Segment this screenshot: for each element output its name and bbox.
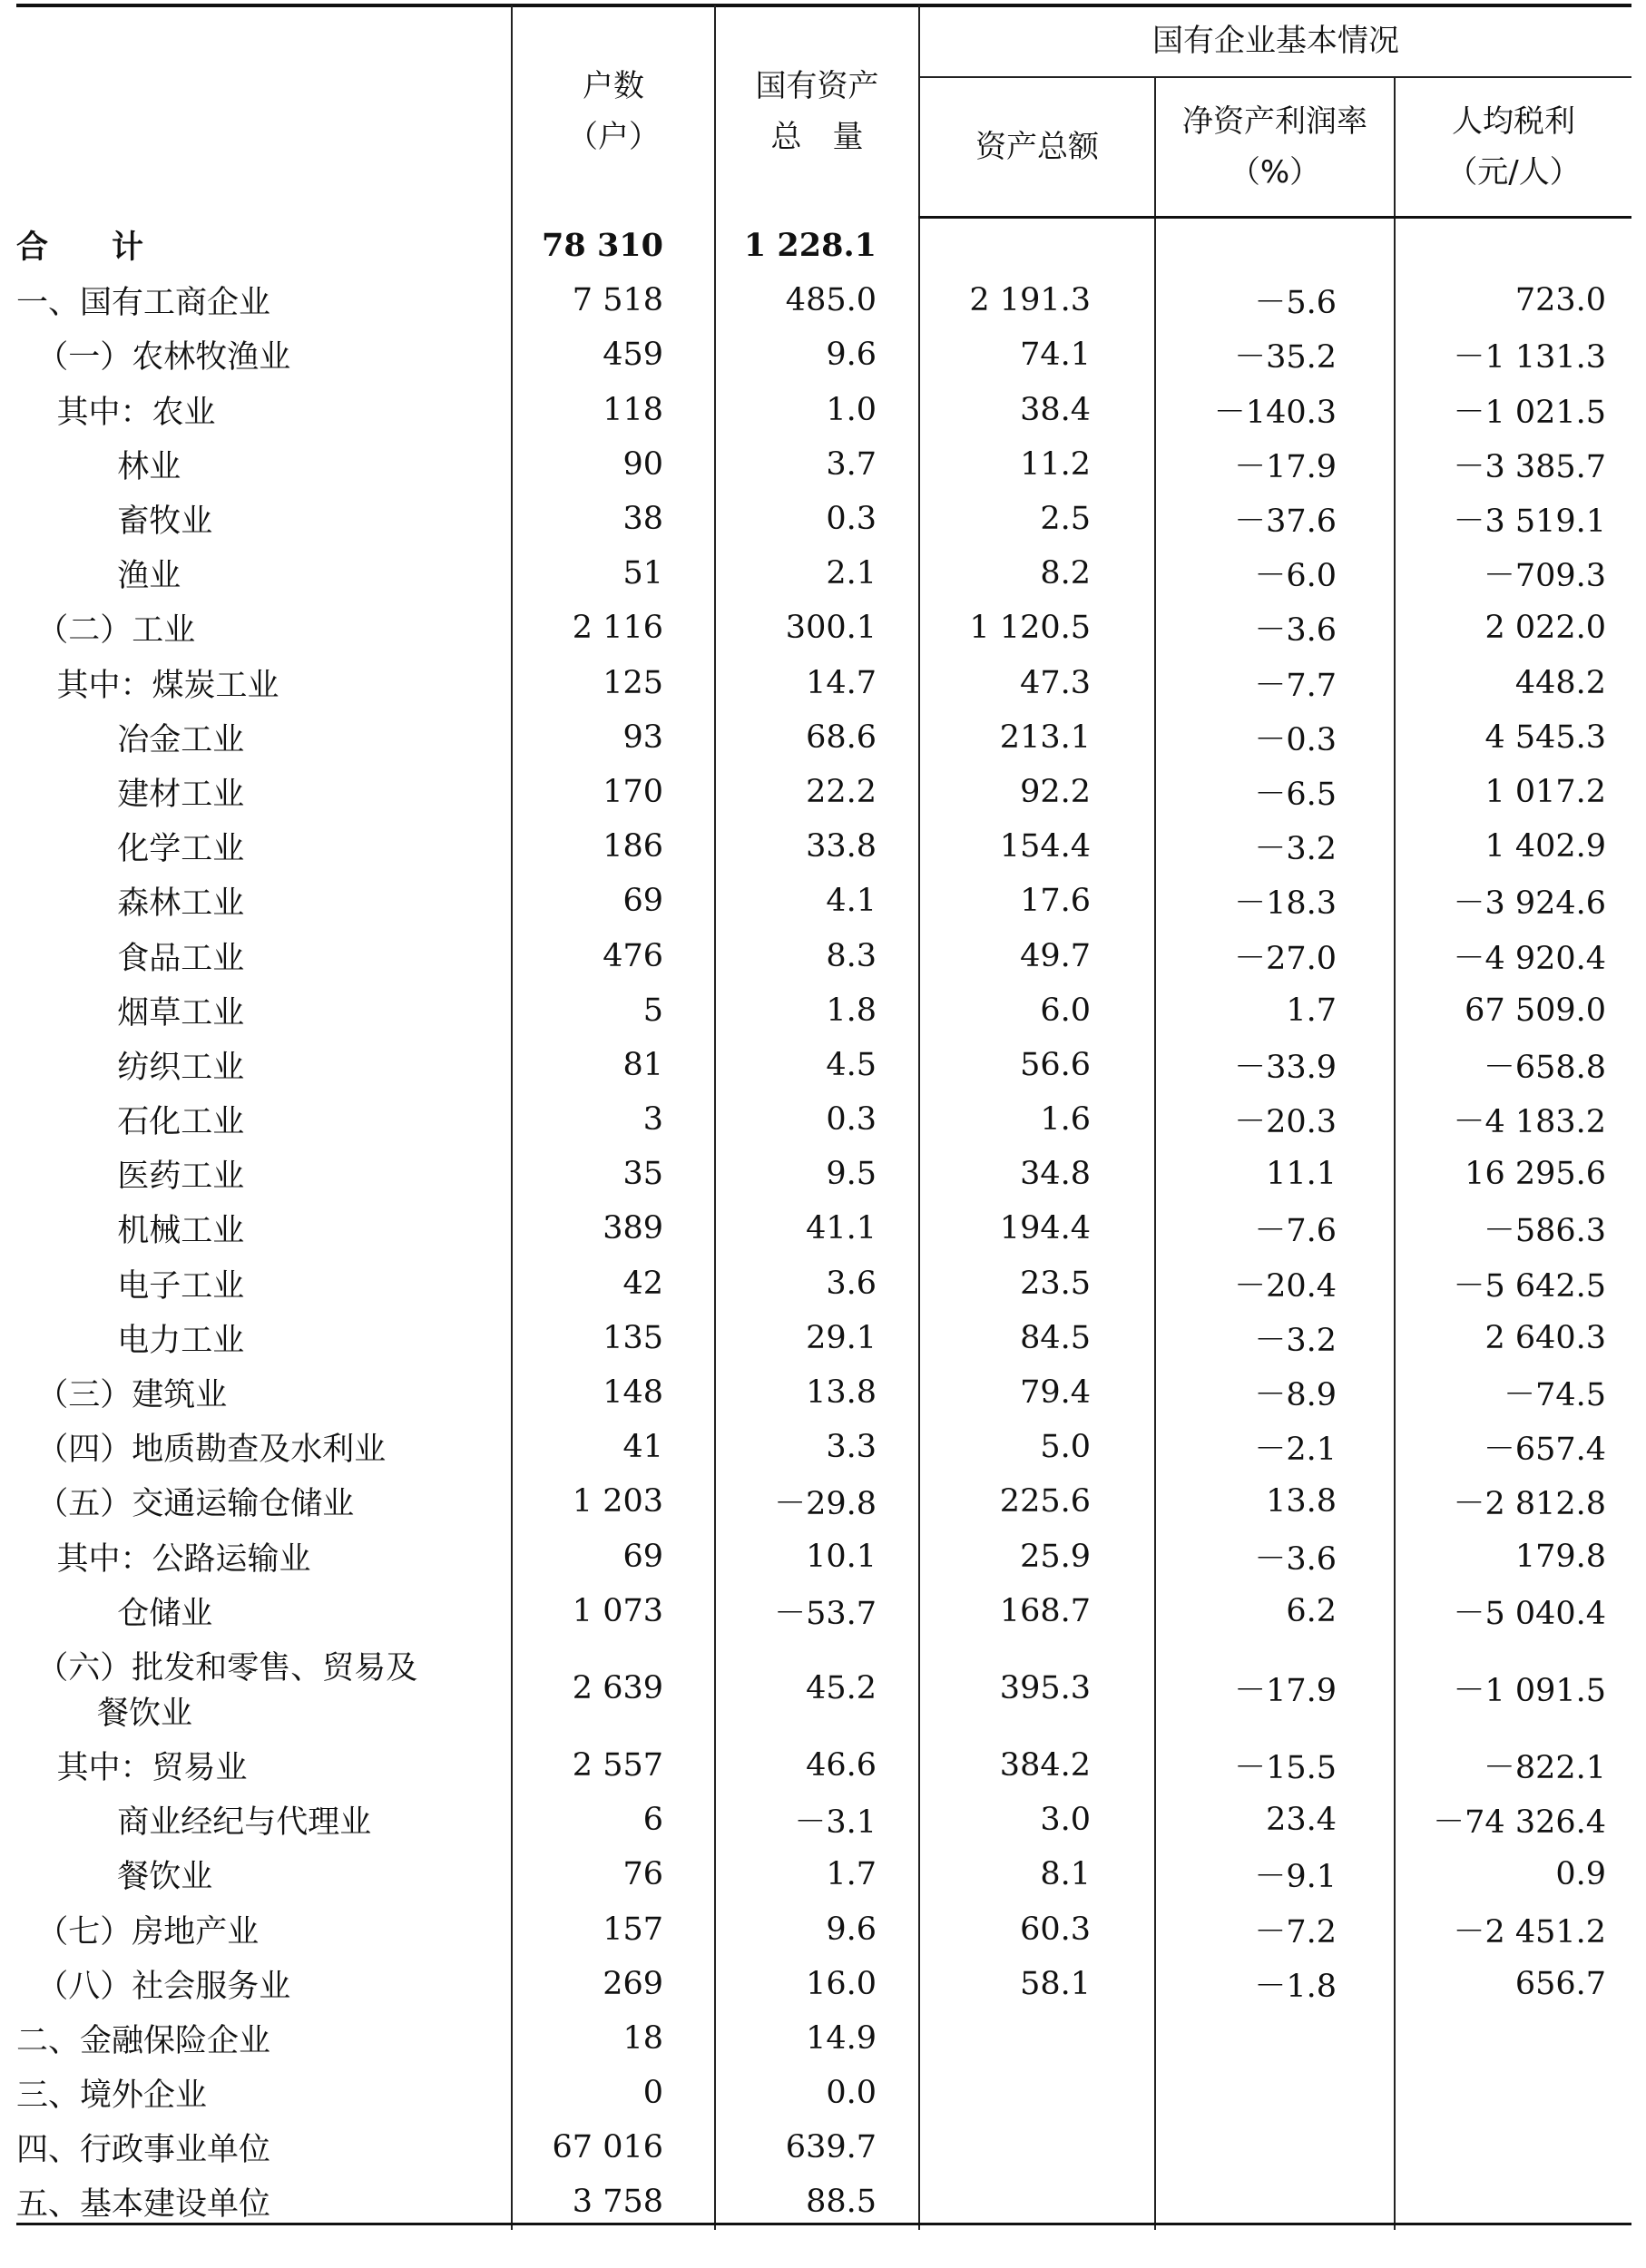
cell-households: 35 — [512, 1147, 715, 1201]
cell-tax: 4 545.3 — [1395, 710, 1631, 765]
table-header — [16, 5, 1631, 218]
cell-tax: －5 642.5 — [1395, 1256, 1631, 1311]
cell-total-assets: 225.6 — [919, 1474, 1155, 1529]
table-row — [16, 383, 1631, 437]
cell-total-assets: 58.1 — [919, 1957, 1155, 2011]
header-households-line1: 户数 — [583, 67, 644, 104]
table-row — [16, 765, 1631, 819]
table-row — [16, 1793, 1631, 1847]
table-row — [16, 1365, 1631, 1420]
cell-roe: 13.8 — [1155, 1474, 1395, 1529]
cell-households: 389 — [512, 1201, 715, 1256]
row-label: 餐饮业 — [16, 1859, 213, 1896]
cell-roe: －1.8 — [1155, 1957, 1395, 2011]
cell-tax: 1 017.2 — [1395, 765, 1631, 819]
cell-total-assets: 92.2 — [919, 765, 1155, 819]
cell-households: 93 — [512, 710, 715, 765]
cell-households: 2 116 — [512, 601, 715, 655]
header-tax — [1395, 77, 1631, 218]
cell-state-assets: 0.3 — [715, 1092, 919, 1147]
cell-roe: －18.3 — [1155, 874, 1395, 928]
cell-state-assets: 0.0 — [715, 2066, 919, 2120]
cell-roe — [1155, 2120, 1395, 2175]
cell-roe: －7.7 — [1155, 656, 1395, 710]
cell-tax: 723.0 — [1395, 273, 1631, 327]
cell-tax: －1 091.5 — [1395, 1638, 1631, 1738]
row-label: 合 计 — [16, 230, 144, 267]
cell-households: 78 310 — [512, 218, 715, 274]
cell-state-assets: 1.7 — [715, 1847, 919, 1901]
cell-roe: －5.6 — [1155, 273, 1395, 327]
table-row — [16, 656, 1631, 710]
cell-households: 118 — [512, 383, 715, 437]
cell-total-assets: 11.2 — [919, 437, 1155, 492]
row-label: （三）建筑业 — [16, 1377, 228, 1414]
cell-state-assets: 16.0 — [715, 1957, 919, 2011]
cell-tax — [1395, 2175, 1631, 2229]
table-row — [16, 218, 1631, 274]
cell-roe: －3.6 — [1155, 1530, 1395, 1584]
cell-roe: －37.6 — [1155, 492, 1395, 546]
cell-total-assets: 84.5 — [919, 1311, 1155, 1365]
cell-households: 1 203 — [512, 1474, 715, 1529]
cell-roe: －6.5 — [1155, 765, 1395, 819]
cell-total-assets — [919, 2175, 1155, 2229]
table-row — [16, 2066, 1631, 2120]
header-state-assets-line1: 国有资产 — [755, 67, 879, 104]
table-row — [16, 1901, 1631, 1956]
row-label: （一）农林牧渔业 — [16, 339, 291, 376]
cell-roe: －140.3 — [1155, 383, 1395, 437]
cell-roe: －0.3 — [1155, 710, 1395, 765]
cell-total-assets — [919, 2120, 1155, 2175]
table-row — [16, 1957, 1631, 2011]
cell-tax: 2 640.3 — [1395, 1311, 1631, 1365]
row-label: 一、国有工商企业 — [16, 285, 271, 322]
cell-households: 186 — [512, 819, 715, 874]
row-label: 其中：煤炭工业 — [16, 667, 279, 704]
cell-state-assets: 0.3 — [715, 492, 919, 546]
cell-state-assets: 14.9 — [715, 2011, 919, 2066]
cell-state-assets: －53.7 — [715, 1584, 919, 1638]
cell-households: 135 — [512, 1311, 715, 1365]
cell-tax — [1395, 2011, 1631, 2066]
cell-total-assets: 3.0 — [919, 1793, 1155, 1847]
cell-total-assets: 60.3 — [919, 1901, 1155, 1956]
row-label: （六）批发和零售、贸易及 餐饮业 — [36, 1649, 418, 1732]
cell-state-assets: 33.8 — [715, 819, 919, 874]
header-households-line2: （户） — [567, 118, 660, 155]
cell-state-assets: 9.6 — [715, 1901, 919, 1956]
row-label: 电子工业 — [16, 1267, 245, 1305]
cell-tax: －2 812.8 — [1395, 1474, 1631, 1529]
cell-total-assets: 8.2 — [919, 546, 1155, 601]
cell-tax: －657.4 — [1395, 1420, 1631, 1474]
cell-roe: －6.0 — [1155, 546, 1395, 601]
cell-households: 125 — [512, 656, 715, 710]
cell-tax: －1 131.3 — [1395, 327, 1631, 382]
cell-roe: －7.6 — [1155, 1201, 1395, 1256]
cell-households: 69 — [512, 1530, 715, 1584]
header-state-assets — [715, 5, 919, 218]
row-label: 石化工业 — [16, 1104, 245, 1141]
table-row — [16, 1147, 1631, 1201]
cell-households: 42 — [512, 1256, 715, 1311]
cell-total-assets: 47.3 — [919, 656, 1155, 710]
bottom-rule — [16, 2223, 1631, 2225]
row-label: 其中：公路运输业 — [16, 1540, 311, 1578]
cell-total-assets: 2.5 — [919, 492, 1155, 546]
table-row — [16, 1256, 1631, 1311]
cell-total-assets: 25.9 — [919, 1530, 1155, 1584]
row-label: 仓储业 — [16, 1595, 213, 1632]
cell-roe: －2.1 — [1155, 1420, 1395, 1474]
table-row — [16, 546, 1631, 601]
header-roe — [1155, 77, 1395, 218]
cell-total-assets: 384.2 — [919, 1738, 1155, 1793]
cell-total-assets: 74.1 — [919, 327, 1155, 382]
cell-tax: 2 022.0 — [1395, 601, 1631, 655]
cell-tax: －74.5 — [1395, 1365, 1631, 1420]
header-state-assets-line2: 总 量 — [770, 118, 864, 155]
header-tax-line1: 人均税利 — [1452, 103, 1576, 140]
cell-tax: －586.3 — [1395, 1201, 1631, 1256]
table-row — [16, 710, 1631, 765]
cell-roe: 11.1 — [1155, 1147, 1395, 1201]
cell-roe: －9.1 — [1155, 1847, 1395, 1901]
cell-total-assets: 194.4 — [919, 1201, 1155, 1256]
table-row — [16, 1584, 1631, 1638]
table-row — [16, 2175, 1631, 2229]
cell-tax: －822.1 — [1395, 1738, 1631, 1793]
table-row — [16, 1738, 1631, 1793]
table-row — [16, 2120, 1631, 2175]
cell-households: 5 — [512, 983, 715, 1038]
row-label: 三、境外企业 — [16, 2077, 208, 2115]
row-label: （五）交通运输仓储业 — [16, 1486, 355, 1523]
table-row — [16, 983, 1631, 1038]
cell-total-assets: 6.0 — [919, 983, 1155, 1038]
row-label: 纺织工业 — [16, 1049, 245, 1086]
header-roe-line1: 净资产利润率 — [1182, 103, 1367, 140]
cell-roe: －3.2 — [1155, 819, 1395, 874]
cell-state-assets: －29.8 — [715, 1474, 919, 1529]
cell-households: 2 557 — [512, 1738, 715, 1793]
cell-state-assets: 1 228.1 — [715, 218, 919, 274]
header-households — [512, 5, 715, 218]
cell-total-assets: 49.7 — [919, 928, 1155, 982]
cell-households: 67 016 — [512, 2120, 715, 2175]
cell-state-assets: －3.1 — [715, 1793, 919, 1847]
cell-roe: －3.2 — [1155, 1311, 1395, 1365]
table-row — [16, 1530, 1631, 1584]
table-row — [16, 1311, 1631, 1365]
cell-state-assets: 3.6 — [715, 1256, 919, 1311]
cell-total-assets — [919, 2066, 1155, 2120]
cell-total-assets: 168.7 — [919, 1584, 1155, 1638]
cell-state-assets: 22.2 — [715, 765, 919, 819]
cell-state-assets: 3.3 — [715, 1420, 919, 1474]
cell-roe: 23.4 — [1155, 1793, 1395, 1847]
cell-tax: －3 519.1 — [1395, 492, 1631, 546]
cell-roe: －35.2 — [1155, 327, 1395, 382]
table-body — [16, 218, 1631, 2230]
table-row — [16, 1092, 1631, 1147]
row-label: 五、基本建设单位 — [16, 2186, 271, 2224]
cell-households: 76 — [512, 1847, 715, 1901]
cell-roe — [1155, 218, 1395, 274]
cell-households: 38 — [512, 492, 715, 546]
row-label: 商业经纪与代理业 — [16, 1804, 372, 1842]
table-row — [16, 437, 1631, 492]
row-label: 森林工业 — [16, 885, 245, 923]
cell-roe: －3.6 — [1155, 601, 1395, 655]
cell-state-assets: 1.0 — [715, 383, 919, 437]
cell-state-assets: 8.3 — [715, 928, 919, 982]
cell-roe: 6.2 — [1155, 1584, 1395, 1638]
table-row — [16, 928, 1631, 982]
cell-state-assets: 13.8 — [715, 1365, 919, 1420]
cell-state-assets: 2.1 — [715, 546, 919, 601]
cell-tax: 179.8 — [1395, 1530, 1631, 1584]
cell-state-assets: 1.8 — [715, 983, 919, 1038]
cell-total-assets: 2 191.3 — [919, 273, 1155, 327]
cell-state-assets: 485.0 — [715, 273, 919, 327]
cell-total-assets: 154.4 — [919, 819, 1155, 874]
table-row — [16, 874, 1631, 928]
row-label: 其中：贸易业 — [16, 1749, 248, 1786]
row-label: 机械工业 — [16, 1213, 245, 1250]
cell-roe: －27.0 — [1155, 928, 1395, 982]
cell-tax: －709.3 — [1395, 546, 1631, 601]
cell-state-assets: 300.1 — [715, 601, 919, 655]
cell-total-assets: 23.5 — [919, 1256, 1155, 1311]
row-label: 二、金融保险企业 — [16, 2022, 271, 2059]
table-row — [16, 601, 1631, 655]
table-row — [16, 1638, 1631, 1738]
table-row — [16, 1847, 1631, 1901]
cell-roe: －20.4 — [1155, 1256, 1395, 1311]
header-total-assets: 资产总额 — [919, 77, 1155, 218]
row-label: 林业 — [16, 448, 181, 485]
table-row — [16, 1420, 1631, 1474]
cell-roe: －17.9 — [1155, 1638, 1395, 1738]
cell-roe — [1155, 2175, 1395, 2229]
cell-total-assets: 8.1 — [919, 1847, 1155, 1901]
table-row — [16, 819, 1631, 874]
row-label: （七）房地产业 — [16, 1913, 260, 1950]
cell-total-assets: 5.0 — [919, 1420, 1155, 1474]
cell-total-assets: 38.4 — [919, 383, 1155, 437]
header-roe-line2: （%） — [1229, 154, 1321, 191]
cell-roe — [1155, 2011, 1395, 2066]
cell-roe: －15.5 — [1155, 1738, 1395, 1793]
cell-households: 1 073 — [512, 1584, 715, 1638]
cell-state-assets: 29.1 — [715, 1311, 919, 1365]
cell-tax: －4 183.2 — [1395, 1092, 1631, 1147]
cell-total-assets: 1.6 — [919, 1092, 1155, 1147]
cell-total-assets — [919, 2011, 1155, 2066]
cell-tax: －658.8 — [1395, 1038, 1631, 1092]
cell-households: 69 — [512, 874, 715, 928]
cell-households: 157 — [512, 1901, 715, 1956]
cell-roe: －33.9 — [1155, 1038, 1395, 1092]
cell-tax — [1395, 218, 1631, 274]
cell-state-assets: 14.7 — [715, 656, 919, 710]
row-label: 畜牧业 — [16, 503, 213, 541]
cell-tax — [1395, 2120, 1631, 2175]
cell-tax: 67 509.0 — [1395, 983, 1631, 1038]
header-group: 国有企业基本情况 — [919, 5, 1631, 77]
table-row — [16, 273, 1631, 327]
cell-households: 269 — [512, 1957, 715, 2011]
cell-tax: －3 385.7 — [1395, 437, 1631, 492]
cell-tax: 0.9 — [1395, 1847, 1631, 1901]
cell-tax — [1395, 2066, 1631, 2120]
header-tax-line2: （元/人） — [1446, 154, 1581, 191]
cell-tax: 448.2 — [1395, 656, 1631, 710]
cell-households: 2 639 — [512, 1638, 715, 1738]
cell-roe: －20.3 — [1155, 1092, 1395, 1147]
cell-tax: －4 920.4 — [1395, 928, 1631, 982]
cell-households: 0 — [512, 2066, 715, 2120]
cell-households: 3 — [512, 1092, 715, 1147]
cell-total-assets: 17.6 — [919, 874, 1155, 928]
row-label: 冶金工业 — [16, 721, 245, 758]
cell-households: 81 — [512, 1038, 715, 1092]
header-blank — [16, 5, 512, 218]
cell-state-assets: 4.1 — [715, 874, 919, 928]
cell-tax: －3 924.6 — [1395, 874, 1631, 928]
row-label: （四）地质勘查及水利业 — [16, 1432, 387, 1469]
cell-roe: 1.7 — [1155, 983, 1395, 1038]
cell-total-assets — [919, 218, 1155, 274]
cell-households: 51 — [512, 546, 715, 601]
row-label: 电力工业 — [16, 1322, 245, 1359]
cell-total-assets: 1 120.5 — [919, 601, 1155, 655]
row-label: 烟草工业 — [16, 994, 245, 1031]
cell-roe — [1155, 2066, 1395, 2120]
cell-households: 90 — [512, 437, 715, 492]
row-label: 化学工业 — [16, 831, 245, 868]
cell-total-assets: 79.4 — [919, 1365, 1155, 1420]
cell-state-assets: 10.1 — [715, 1530, 919, 1584]
row-label: 其中：农业 — [16, 394, 216, 431]
cell-tax: －1 021.5 — [1395, 383, 1631, 437]
state-assets-table — [16, 5, 1631, 2230]
cell-state-assets: 88.5 — [715, 2175, 919, 2229]
cell-households: 170 — [512, 765, 715, 819]
cell-households: 3 758 — [512, 2175, 715, 2229]
cell-state-assets: 639.7 — [715, 2120, 919, 2175]
table-row — [16, 327, 1631, 382]
cell-tax: 16 295.6 — [1395, 1147, 1631, 1201]
cell-roe: －7.2 — [1155, 1901, 1395, 1956]
row-label: 建材工业 — [16, 776, 245, 813]
cell-total-assets: 213.1 — [919, 710, 1155, 765]
cell-tax: －5 040.4 — [1395, 1584, 1631, 1638]
row-label: 食品工业 — [16, 940, 245, 977]
cell-state-assets: 68.6 — [715, 710, 919, 765]
cell-state-assets: 4.5 — [715, 1038, 919, 1092]
cell-households: 6 — [512, 1793, 715, 1847]
cell-state-assets: 3.7 — [715, 437, 919, 492]
table-row — [16, 1038, 1631, 1092]
cell-households: 148 — [512, 1365, 715, 1420]
cell-tax: 656.7 — [1395, 1957, 1631, 2011]
row-label: （八）社会服务业 — [16, 1968, 291, 2005]
cell-state-assets: 9.5 — [715, 1147, 919, 1201]
cell-households: 7 518 — [512, 273, 715, 327]
cell-state-assets: 9.6 — [715, 327, 919, 382]
cell-state-assets: 41.1 — [715, 1201, 919, 1256]
cell-total-assets: 395.3 — [919, 1638, 1155, 1738]
cell-state-assets: 45.2 — [715, 1638, 919, 1738]
table-row — [16, 492, 1631, 546]
cell-tax: －2 451.2 — [1395, 1901, 1631, 1956]
cell-households: 459 — [512, 327, 715, 382]
row-label: 渔业 — [16, 558, 181, 595]
cell-roe: －17.9 — [1155, 437, 1395, 492]
cell-tax: －74 326.4 — [1395, 1793, 1631, 1847]
cell-households: 476 — [512, 928, 715, 982]
cell-roe: －8.9 — [1155, 1365, 1395, 1420]
cell-total-assets: 56.6 — [919, 1038, 1155, 1092]
table-row — [16, 1201, 1631, 1256]
row-label: （二）工业 — [16, 612, 196, 650]
cell-total-assets: 34.8 — [919, 1147, 1155, 1201]
cell-tax: 1 402.9 — [1395, 819, 1631, 874]
cell-state-assets: 46.6 — [715, 1738, 919, 1793]
row-label: 四、行政事业单位 — [16, 2132, 271, 2169]
cell-households: 41 — [512, 1420, 715, 1474]
cell-households: 18 — [512, 2011, 715, 2066]
table-row — [16, 2011, 1631, 2066]
row-label: 医药工业 — [16, 1158, 245, 1196]
table-row — [16, 1474, 1631, 1529]
